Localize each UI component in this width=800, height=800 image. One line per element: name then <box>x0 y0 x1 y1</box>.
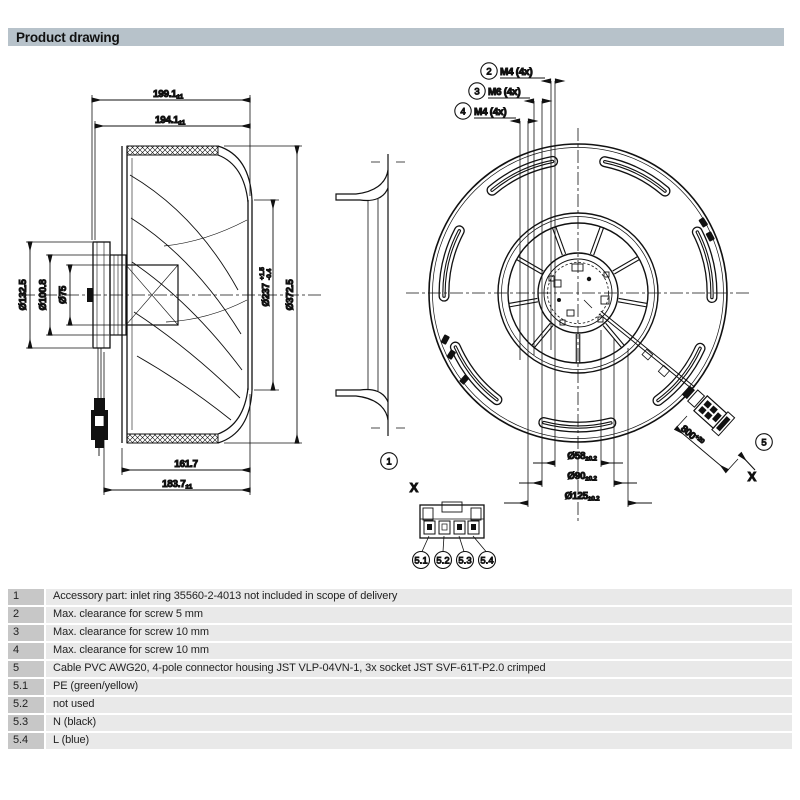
svg-text:5.1: 5.1 <box>414 555 428 567</box>
legend-table <box>8 589 792 751</box>
dim-dia-impeller: Ø372.5 <box>285 279 296 311</box>
connector-housing <box>420 502 484 538</box>
connector-detail-label: X <box>409 480 419 495</box>
callout-1 <box>381 453 398 470</box>
row-description: Max. clearance for screw 10 mm <box>46 643 792 659</box>
dim-bolt-circle-2: Ø90±0.2 <box>567 471 597 483</box>
table-row <box>8 589 792 605</box>
dim-dia-hub: Ø75 <box>58 285 69 305</box>
dim-bolt-circle-3: Ø125±0.2 <box>564 491 600 503</box>
dim-bolt-circle-1: Ø58±0.2 <box>567 451 597 463</box>
connector-detail <box>410 480 496 569</box>
motor-cable <box>91 348 108 456</box>
front-view <box>406 63 772 524</box>
svg-text:5: 5 <box>761 437 767 449</box>
row-number: 1 <box>8 589 44 605</box>
dim-cable-length: $800^{+20}$ <box>678 423 706 446</box>
detail-ref-arrow <box>740 454 755 470</box>
svg-text:-0.4: -0.4 <box>266 268 273 280</box>
dim-depth-impeller: 161.7 <box>174 459 198 470</box>
dim-depth-housing: 194.1±1 <box>154 115 186 127</box>
svg-text:M4 (4x): M4 (4x) <box>474 107 507 118</box>
table-row <box>8 661 792 677</box>
table-row <box>8 733 792 749</box>
impeller-section <box>122 146 252 443</box>
table-row <box>8 607 792 623</box>
dim-depth-total: 199.1±1 <box>152 89 184 101</box>
pin-callout-5-4 <box>479 552 496 569</box>
table-row <box>8 643 792 659</box>
table-row <box>8 625 792 641</box>
power-cable <box>599 311 734 436</box>
row-number: 3 <box>8 625 44 641</box>
table-row <box>8 679 792 695</box>
svg-text:+1.5: +1.5 <box>259 267 266 280</box>
svg-text:5.3: 5.3 <box>458 555 472 567</box>
table-row <box>8 697 792 713</box>
svg-text:3: 3 <box>474 86 480 98</box>
svg-text:2: 2 <box>486 66 492 78</box>
row-description: N (black) <box>46 715 792 731</box>
row-number: 2 <box>8 607 44 623</box>
pin-callout-5-3 <box>457 552 474 569</box>
detail-ref-label: X <box>747 469 757 484</box>
inlet-ring-section <box>336 154 405 469</box>
row-number: 5.3 <box>8 715 44 731</box>
row-description: Max. clearance for screw 5 mm <box>46 607 792 623</box>
svg-text:Ø237: Ø237 <box>261 283 272 307</box>
pin-callout-5-2 <box>435 552 452 569</box>
callout-2 <box>481 63 564 81</box>
svg-text:M6 (4x): M6 (4x) <box>488 87 521 98</box>
row-description: PE (green/yellow) <box>46 679 792 695</box>
svg-text:1: 1 <box>386 456 392 468</box>
dim-depth-mounting: 183.7±1 <box>161 479 193 491</box>
row-number: 5 <box>8 661 44 677</box>
row-description: Accessory part: inlet ring 35560-2-4013 not included in scope of delivery <box>46 589 792 605</box>
svg-text:M4 (4x): M4 (4x) <box>500 67 533 78</box>
callout-3 <box>469 83 551 101</box>
page-title: Product drawing <box>16 29 120 45</box>
svg-text:5.4: 5.4 <box>480 555 494 567</box>
callout-4 <box>455 103 537 121</box>
row-number: 4 <box>8 643 44 659</box>
dim-dia-inlet <box>259 267 273 307</box>
row-description: not used <box>46 697 792 713</box>
row-number: 5.1 <box>8 679 44 695</box>
side-view <box>18 89 322 495</box>
row-description: Cable PVC AWG20, 4-pole connector housing JST VLP-04VN-1, 3x socket JST SVF-61T-P2.0 crimped <box>46 661 792 677</box>
row-number: 5.4 <box>8 733 44 749</box>
dim-dia-body: Ø100.8 <box>38 279 49 311</box>
row-description: L (blue) <box>46 733 792 749</box>
callout-5 <box>756 434 773 451</box>
table-row <box>8 715 792 731</box>
pin-callout-5-1 <box>413 552 430 569</box>
svg-text:4: 4 <box>460 106 466 118</box>
row-number: 5.2 <box>8 697 44 713</box>
row-description: Max. clearance for screw 10 mm <box>46 625 792 641</box>
dim-dia-motor: Ø132.5 <box>18 279 29 311</box>
svg-text:5.2: 5.2 <box>436 555 450 567</box>
